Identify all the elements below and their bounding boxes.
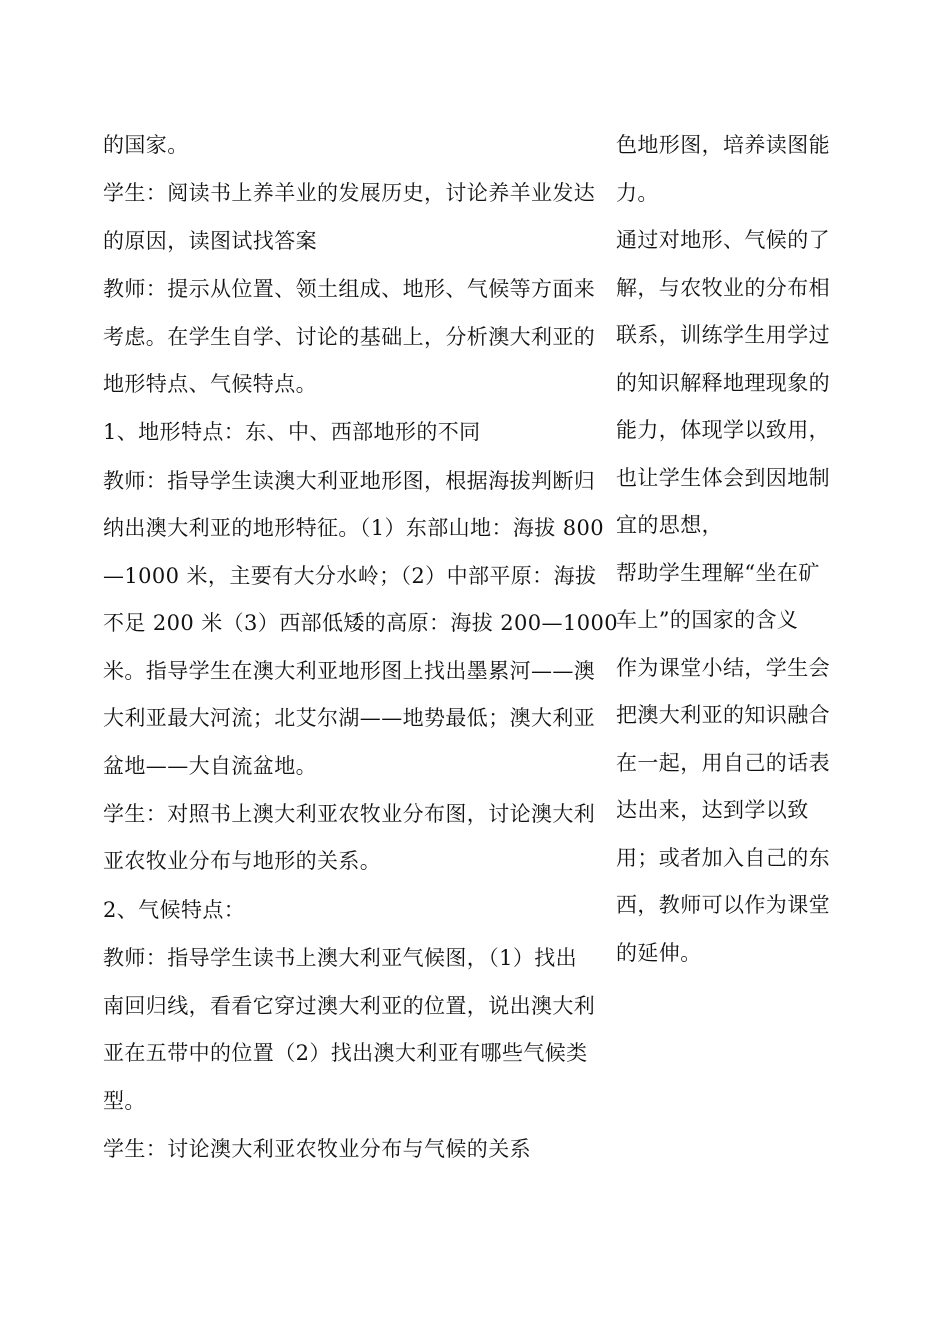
text-line: 教师：指导学生读澳大利亚地形图，根据海拔判断归 bbox=[103, 468, 596, 493]
note-mine-cart-country bbox=[616, 550, 838, 645]
paragraph-teacher-hint bbox=[103, 266, 611, 409]
text-line: 也让学生体会到因地制 bbox=[616, 465, 830, 490]
note-class-summary bbox=[616, 645, 838, 978]
text-line: 大利亚最大河流；北艾尔湖——地势最低；澳大利亚 bbox=[103, 706, 596, 731]
text-line: 南回归线，看看它穿过澳大利亚的位置，说出澳大利 bbox=[103, 993, 596, 1018]
text-line: 的国家。 bbox=[103, 133, 189, 157]
text-line: 用；或者加入自己的东 bbox=[616, 845, 830, 870]
left-column bbox=[103, 122, 618, 1173]
right-column bbox=[616, 122, 838, 977]
text-line: 的知识解释地理现象的 bbox=[616, 370, 830, 395]
text-line: 纳出澳大利亚的地形特征。（1）东部山地：海拔 800 bbox=[103, 516, 605, 541]
text-line: 力。 bbox=[616, 180, 659, 205]
text-line: 亚在五带中的位置（2）找出澳大利亚有哪些气候类 bbox=[103, 1041, 588, 1066]
text-line: 车上”的国家的含义 bbox=[616, 608, 799, 632]
text-line: 亚农牧业分布与地形的关系。 bbox=[103, 849, 382, 874]
paragraph-student-climate bbox=[103, 1126, 611, 1174]
note-terrain-climate-purpose bbox=[616, 217, 838, 550]
text-line: 考虑。在学生自学、讨论的基础上，分析澳大利亚的 bbox=[103, 324, 596, 349]
text-line: 学生：阅读书上养羊业的发展历史，讨论养羊业发达 bbox=[103, 181, 596, 206]
text-line: 解，与农牧业的分布相 bbox=[616, 275, 830, 300]
text-line: 盆地——大自流盆地。 bbox=[103, 753, 317, 778]
text-line: 西，教师可以作为课堂 bbox=[616, 893, 830, 917]
text-line: 宜的思想， bbox=[616, 513, 723, 537]
text-line: 地形特点、气候特点。 bbox=[103, 372, 317, 397]
text-line: 学生：讨论澳大利亚农牧业分布与气候的关系 bbox=[103, 1136, 531, 1161]
text-line: 1、地形特点：东、中、西部地形的不同 bbox=[103, 420, 481, 445]
paragraph-student-sheep-industry bbox=[103, 170, 611, 265]
heading-terrain-features bbox=[103, 409, 611, 457]
text-line: 型。 bbox=[103, 1088, 146, 1113]
paragraph-student-terrain bbox=[103, 791, 611, 886]
paragraph-teacher-climate bbox=[103, 935, 611, 1125]
text-line: 教师：提示从位置、领土组成、地形、气候等方面来 bbox=[103, 277, 596, 302]
text-line: 帮助学生理解“坐在矿 bbox=[616, 560, 820, 585]
text-line: 的延伸。 bbox=[616, 940, 702, 965]
text-line: 能力，体现学以致用， bbox=[616, 418, 830, 442]
text-line: 通过对地形、气候的了 bbox=[616, 228, 830, 252]
note-map-reading bbox=[616, 122, 838, 217]
heading-climate-features bbox=[103, 887, 611, 935]
text-line: 不足 200 米（3）西部低矮的高原：海拔 200—1000 bbox=[103, 611, 618, 636]
paragraph-teacher-terrain bbox=[103, 458, 618, 791]
paragraph-conclusion-fragment bbox=[103, 122, 611, 170]
text-line: 教师：指导学生读书上澳大利亚气候图，（1）找出 bbox=[103, 946, 578, 971]
text-line: 联系，训练学生用学过 bbox=[616, 323, 830, 347]
text-line: 米。指导学生在澳大利亚地形图上找出墨累河——澳 bbox=[103, 658, 596, 683]
text-line: 2、气候特点： bbox=[103, 897, 246, 922]
text-line: 把澳大利亚的知识融合 bbox=[616, 703, 830, 727]
text-line: 学生：对照书上澳大利亚农牧业分布图，讨论澳大利 bbox=[103, 801, 596, 826]
text-line: 的原因，读图试找答案 bbox=[103, 228, 317, 253]
text-line: 色地形图，培养读图能 bbox=[616, 133, 830, 157]
text-line: —1000 米，主要有大分水岭；（2）中部平原：海拔 bbox=[103, 563, 597, 588]
text-line: 达出来，达到学以致 bbox=[616, 798, 809, 822]
text-line: 作为课堂小结，学生会 bbox=[616, 655, 830, 680]
text-line: 在一起，用自己的话表 bbox=[616, 750, 830, 775]
